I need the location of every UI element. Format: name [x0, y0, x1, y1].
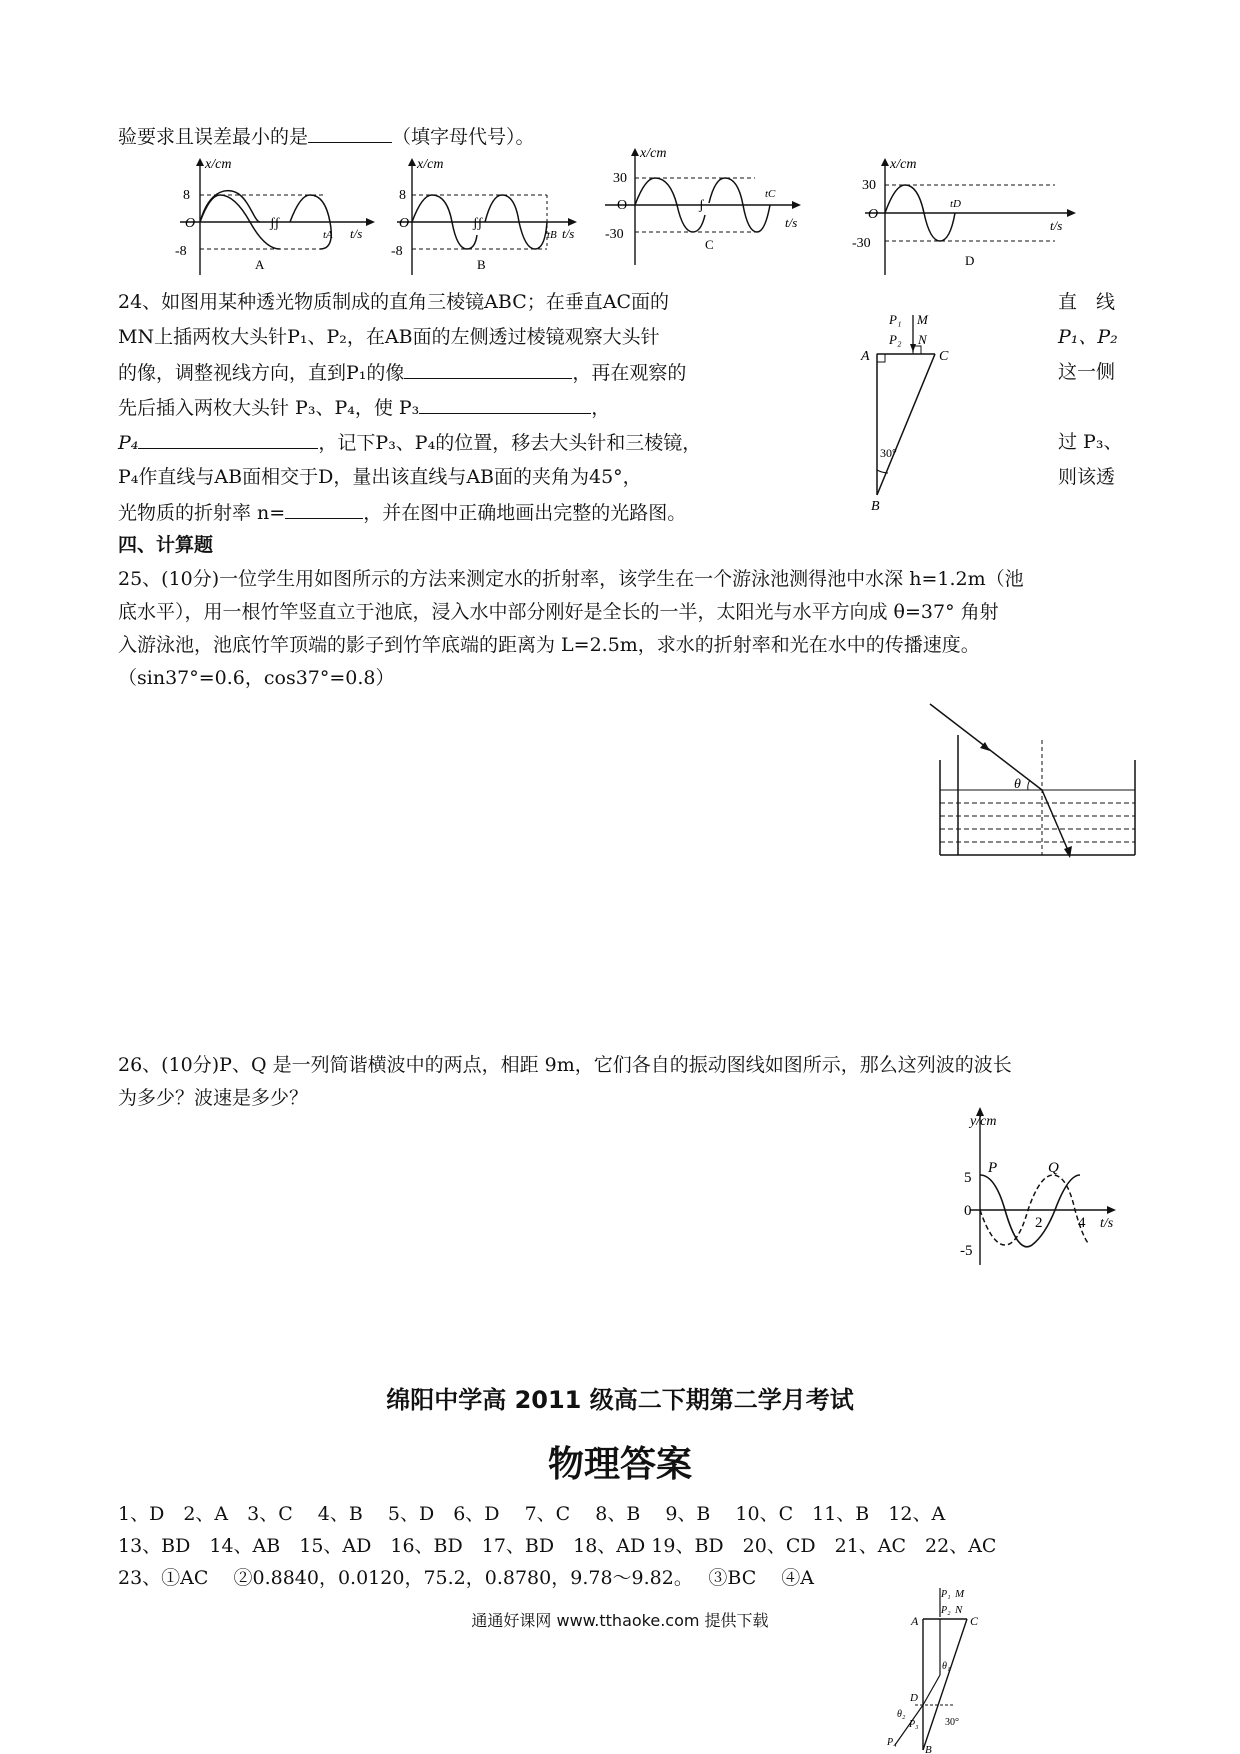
- q25-line-3: 入游泳池，池底竹竿顶端的影子到竹竿底端的距离为 L=2.5m，求水的折射率和光在水中的传播速度。: [118, 634, 980, 656]
- answer-title: 绵阳中学高 2011 级高二下期第二学月考试: [386, 1386, 854, 1414]
- q25-pool-figure: [930, 700, 1150, 860]
- ans-label-p4: P₄: [887, 1737, 897, 1748]
- ans-label-theta1: θ₁: [942, 1661, 951, 1672]
- graph-a-ylabel: x/cm: [205, 157, 232, 172]
- graph-a: [175, 157, 375, 275]
- graph-c-bottom: -30: [605, 227, 624, 242]
- q26-line-2: 为多少？波速是多少？: [118, 1087, 309, 1109]
- q23-tail-line: [118, 124, 535, 149]
- q24-right-4: 过 P₃、: [1058, 431, 1123, 453]
- fig-label-angle: 30°: [880, 446, 897, 460]
- ans-label-theta2: θ₂: [897, 1709, 906, 1720]
- svg-text:ʃʃ: ʃʃ: [473, 216, 483, 231]
- q26-zero: 0: [964, 1203, 972, 1219]
- graph-a-top: 8: [183, 188, 190, 203]
- ans-label-angle: 30°: [945, 1717, 959, 1728]
- ans-label-p1: P₁: [941, 1589, 951, 1600]
- graph-c-top: 30: [613, 171, 627, 186]
- q24-line-6: P₄作直线与AB面相交于D，量出该直线与AB面的夹角为45°，: [118, 466, 642, 488]
- ans-label-p2: P₂: [941, 1605, 951, 1616]
- q24-right-3: 这一侧: [1058, 361, 1116, 383]
- q24-right-1: 直 线: [1058, 291, 1116, 313]
- answer-row-2: 13、BD 14、AB 15、AD 16、BD 17、BD 18、AD 19、BD 20、CD 21、AC 22、AC: [118, 1535, 997, 1557]
- graph-a-tmark: tA: [323, 229, 333, 241]
- graph-d-letter: D: [965, 253, 975, 268]
- q26-x4: 4: [1078, 1215, 1086, 1231]
- answer-subtitle: 物理答案: [547, 1444, 692, 1485]
- graph-b-zero: O: [399, 216, 410, 231]
- graph-b: [391, 157, 577, 275]
- answer-blank: [308, 124, 392, 143]
- graph-a-letter: A: [255, 257, 265, 272]
- q24-line-4-suffix: ，: [591, 397, 611, 419]
- answer-blank: [138, 430, 318, 449]
- ans-label-n: N: [955, 1604, 963, 1616]
- q25-line-1: 25、(10分)一位学生用如图所示的方法来测定水的折射率，该学生在一个游泳池测得池中水深 h=1.2m（池: [118, 568, 1024, 590]
- graph-b-top: 8: [399, 188, 406, 203]
- q26-x2: 2: [1035, 1215, 1043, 1231]
- q24-line-3: [118, 360, 686, 385]
- graph-c-letter: C: [705, 237, 714, 252]
- graph-d: [852, 157, 1076, 275]
- graph-d-top: 30: [862, 178, 876, 193]
- ans-label-p3: P₃: [909, 1719, 919, 1730]
- q24-line-4: [118, 395, 610, 420]
- ans-label-m: M: [955, 1588, 965, 1600]
- q24-line-5-text: P₄: [118, 432, 139, 454]
- q23-tail-text: 验要求且误差最小的是: [118, 126, 309, 148]
- q26-line-1: 26、(10分)P、Q 是一列简谐横波中的两点，相距 9m，它们各自的振动图线如图所示，那么这列波的波长: [118, 1054, 1012, 1076]
- graph-b-bottom: -8: [391, 244, 403, 259]
- fig-label-theta: θ: [1014, 777, 1021, 792]
- answer-blank: [285, 500, 363, 519]
- q24-line-5-suffix: ，记下P₃、P₄的位置，移去大头针和三棱镜，: [318, 432, 702, 454]
- fig-label-n: N: [918, 332, 927, 347]
- q24-line-1: 24、如图用某种透光物质制成的直角三棱镜ABC；在垂直AC面的: [118, 291, 670, 313]
- q24-right-2: P₁、P₂: [1058, 326, 1118, 348]
- graph-d-ylabel: x/cm: [890, 157, 917, 172]
- fig-label-m: M: [917, 312, 928, 327]
- graph-b-ylabel: x/cm: [417, 157, 444, 172]
- graph-b-tmark: tB: [547, 229, 557, 241]
- fig-label-p2: P₂: [889, 332, 902, 347]
- ans-label-a: A: [911, 1614, 919, 1628]
- graph-a-zero: O: [185, 216, 196, 231]
- svg-text:ʃʃ: ʃʃ: [270, 216, 280, 231]
- graph-b-letter: B: [477, 257, 486, 272]
- graph-d-xlabel: t/s: [1050, 218, 1063, 233]
- q24-line-7-suffix: ，并在图中正确地画出完整的光路图。: [363, 502, 687, 524]
- q24-line-3-suffix: ，再在观察的: [572, 362, 687, 384]
- q26-label-q: Q: [1048, 1160, 1059, 1176]
- fig-label-a: A: [861, 349, 870, 364]
- graph-c-tmark: tC: [765, 188, 776, 200]
- graph-c-zero: O: [617, 198, 628, 213]
- answer-row-3: 23、①AC ②0.8840，0.0120，75.2，0.8780，9.78～9.82。 ③BC ④A: [118, 1567, 814, 1589]
- q25-line-2: 底水平），用一根竹竿竖直立于池底，浸入水中部分刚好是全长的一半，太阳光与水平方向成 θ=37° 角射: [118, 601, 999, 623]
- q24-line-5: [118, 430, 701, 455]
- graph-c-xlabel: t/s: [785, 215, 798, 230]
- fig-label-b: B: [871, 499, 880, 514]
- graph-c: [605, 146, 801, 265]
- ans-label-b: B: [925, 1744, 932, 1754]
- answer-blank: [419, 395, 591, 414]
- section-heading: 四、计算题: [118, 534, 214, 556]
- q25-line-4: （sin37°=0.6，cos37°=0.8）: [118, 667, 395, 689]
- answer-blank: [404, 360, 572, 379]
- q24-line-7-text: 光物质的折射率 n=: [118, 502, 286, 524]
- q23-tail-suffix: （填字母代号）。: [392, 126, 535, 148]
- q26-label-p: P: [988, 1160, 998, 1176]
- q24-prism-figure: [855, 310, 985, 514]
- graph-d-bottom: -30: [852, 236, 871, 251]
- q24-line-7: [118, 500, 686, 525]
- graph-b-xlabel: t/s: [562, 226, 575, 241]
- graph-a-xlabel: t/s: [350, 226, 363, 241]
- ans-label-d: D: [910, 1692, 918, 1704]
- footer-credit: 通通好课网 www.tthaoke.com 提供下载: [471, 1611, 769, 1630]
- q26-ytop: 5: [964, 1170, 972, 1186]
- q24-line-3-text: 的像，调整视线方向，直到P₁的像: [118, 362, 405, 384]
- q26-ylabel: y/cm: [970, 1114, 997, 1129]
- graph-d-zero: O: [868, 207, 879, 222]
- q24-right-5: 则该透: [1058, 466, 1116, 488]
- graph-d-tmark: tD: [950, 198, 961, 210]
- fig-label-p1: P₁: [889, 312, 902, 327]
- q26-vibration-graph: [950, 1105, 1140, 1270]
- ans-label-c: C: [970, 1614, 979, 1628]
- q24-line-4-text: 先后插入两枚大头针 P₃、P₄，使 P₃: [118, 397, 420, 419]
- q23-graphs: [165, 146, 1115, 275]
- graph-c-ylabel: x/cm: [640, 146, 667, 161]
- q26-ybottom: -5: [960, 1243, 973, 1259]
- answer-row-1: 1、D 2、A 3、C 4、B 5、D 6、D 7、C 8、B 9、B 10、C 11、B 12、A: [118, 1503, 946, 1525]
- fig-label-c: C: [939, 349, 949, 364]
- q24-line-2: MN上插两枚大头针P₁、P₂，在AB面的左侧透过棱镜观察大头针: [118, 326, 660, 348]
- svg-text:ʃ: ʃ: [699, 198, 704, 213]
- q26-xlabel: t/s: [1100, 1216, 1114, 1231]
- graph-a-bottom: -8: [175, 244, 187, 259]
